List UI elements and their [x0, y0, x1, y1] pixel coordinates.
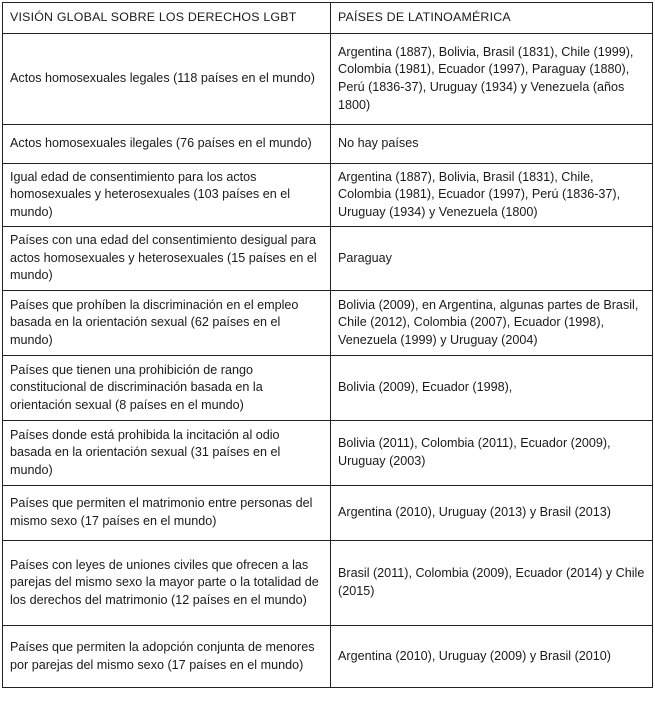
table-row [3, 421, 653, 486]
row-category: Actos homosexuales legales (118 países en el mundo) [3, 34, 331, 125]
row-countries: Argentina (1887), Bolivia, Brasil (1831), Chile, Colombia (1981), Ecuador (1997), Perú (1836-37), Uruguay (1934) y Venezuela (1800) [331, 164, 653, 227]
table-row [3, 34, 653, 125]
row-category: Países que tienen una prohibición de rango constitucional de discriminación basada en la orientación sexual (8 países en el mundo) [3, 356, 331, 421]
row-countries: No hay países [331, 125, 653, 164]
header-global-overview: VISIÓN GLOBAL SOBRE LOS DERECHOS LGBT [3, 3, 331, 34]
lgbt-rights-table [2, 2, 653, 688]
row-category: Países con una edad del consentimiento desigual para actos homosexuales y heterosexuales (15 países en el mundo) [3, 227, 331, 291]
row-countries: Argentina (2010), Uruguay (2013) y Brasil (2013) [331, 486, 653, 541]
row-countries: Bolivia (2009), en Argentina, algunas partes de Brasil, Chile (2012), Colombia (2007), Ecuador (1998), Venezuela (1999) y Uruguay (2004) [331, 291, 653, 356]
row-countries: Argentina (1887), Bolivia, Brasil (1831), Chile (1999), Colombia (1981), Ecuador (1997), Paraguay (1880), Perú (1836-37), Uruguay (1934) y Venezuela (años 1800) [331, 34, 653, 125]
row-countries: Brasil (2011), Colombia (2009), Ecuador (2014) y Chile (2015) [331, 541, 653, 626]
row-countries: Paraguay [331, 227, 653, 291]
row-countries: Argentina (2010), Uruguay (2009) y Brasil (2010) [331, 626, 653, 688]
table-row [3, 291, 653, 356]
row-category: Actos homosexuales ilegales (76 países en el mundo) [3, 125, 331, 164]
row-category: Países que permiten el matrimonio entre personas del mismo sexo (17 países en el mundo) [3, 486, 331, 541]
row-category: Países con leyes de uniones civiles que ofrecen a las parejas del mismo sexo la mayor parte o la totalidad de los derechos del matrimonio (12 países en el mundo) [3, 541, 331, 626]
row-category: Países que prohíben la discriminación en el empleo basada en la orientación sexual (62 países en el mundo) [3, 291, 331, 356]
row-category: Igual edad de consentimiento para los actos homosexuales y heterosexuales (103 países en el mundo) [3, 164, 331, 227]
table-row [3, 164, 653, 227]
table-row [3, 486, 653, 541]
row-countries: Bolivia (2009), Ecuador (1998), [331, 356, 653, 421]
header-latin-american-countries: PAÍSES DE LATINOAMÉRICA [331, 3, 653, 34]
table-row [3, 125, 653, 164]
row-category: Países que permiten la adopción conjunta de menores por parejas del mismo sexo (17 países en el mundo) [3, 626, 331, 688]
table-row [3, 227, 653, 291]
table-header-row [3, 3, 653, 34]
table-row [3, 626, 653, 688]
table-row [3, 541, 653, 626]
row-countries: Bolivia (2011), Colombia (2011), Ecuador (2009), Uruguay (2003) [331, 421, 653, 486]
table-row [3, 356, 653, 421]
row-category: Países donde está prohibida la incitación al odio basada en la orientación sexual (31 países en el mundo) [3, 421, 331, 486]
